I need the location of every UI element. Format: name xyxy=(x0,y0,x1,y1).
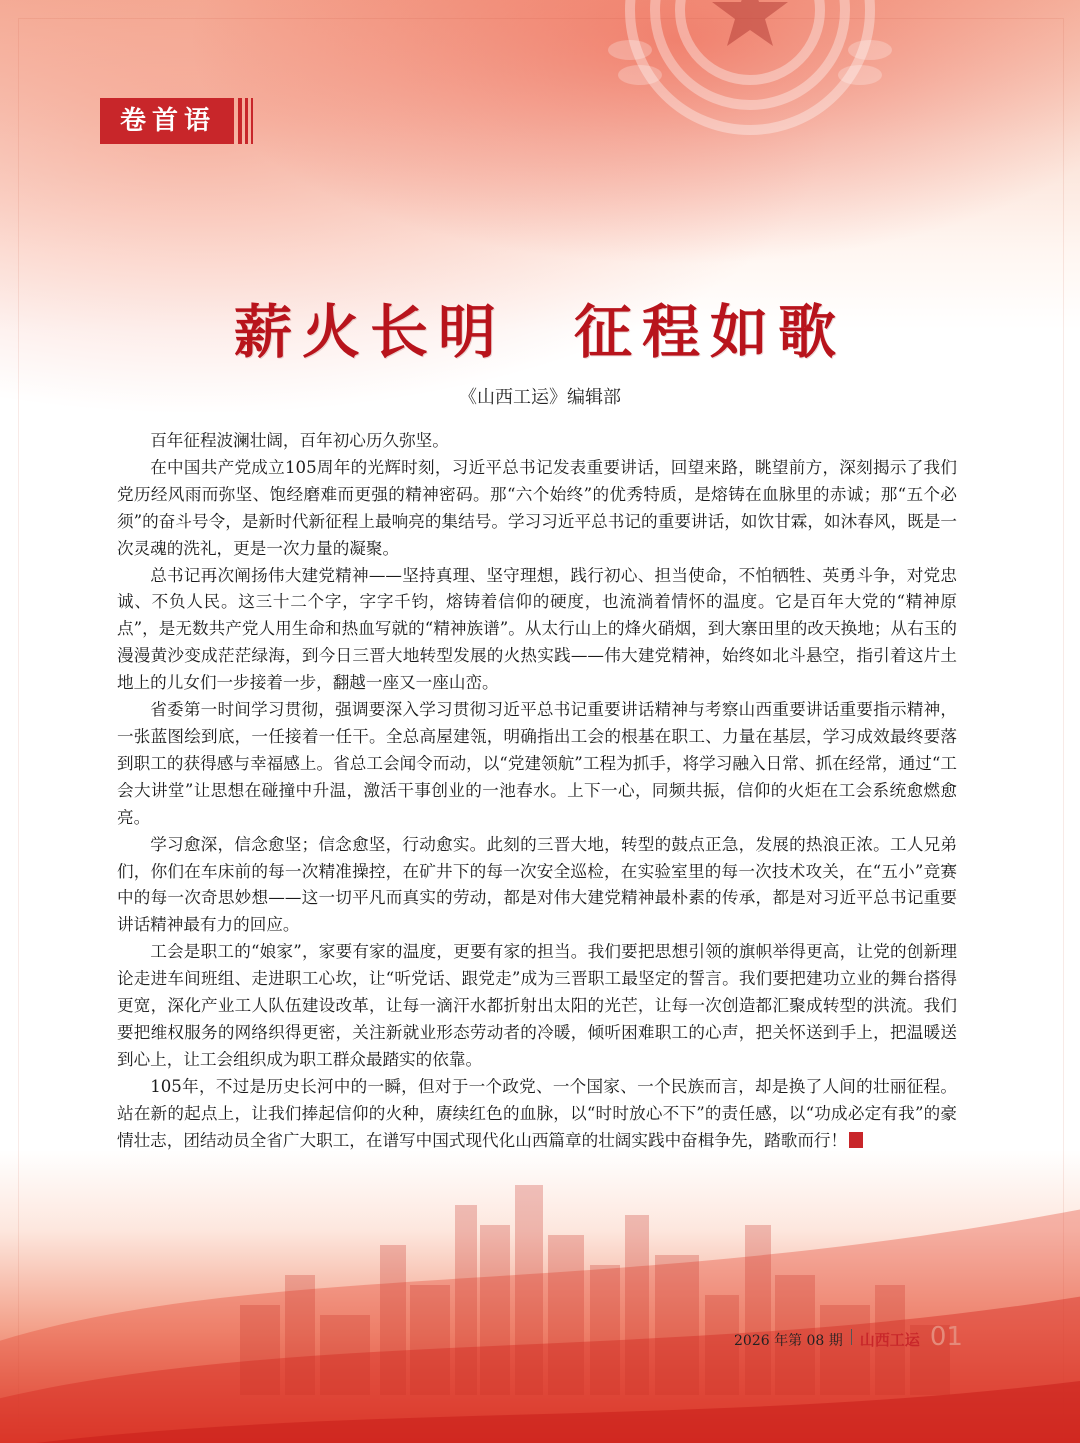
footer-divider xyxy=(851,1329,852,1345)
paragraph: 省委第一时间学习贯彻，强调要深入学习贯彻习近平总书记重要讲话精神与考察山西重要讲话重要指示精神，一张蓝图绘到底，一任接着一任干。全总高屋建瓴，明确指出工会的根基在职工、力量在基层，学习成效最终要落到职工的获得感与幸福感上。省总工会闻令而动，以“党建领航”工程为抓手，将学习融入日常、抓在经常，通过“工会大讲堂”让思想在碰撞中升温，激活干事创业的一池春水。上下一心，同频共振，信仰的火炬在工会系统愈燃愈亮。 xyxy=(117,700,957,827)
paragraph: 学习愈深，信念愈坚；信念愈坚，行动愈实。此刻的三晋大地，转型的鼓点正急，发展的热浪正浓。工人兄弟们，你们在车床前的每一次精准操控，在矿井下的每一次安全巡检，在实验室里的每一次技术攻关，在“五小”竞赛中的每一次奇思妙想——这一切平凡而真实的劳动，都是对伟大建党精神最朴素的传承，都是对习近平总书记重要讲话精神最有力的回应。 xyxy=(117,834,957,935)
paragraph: 总书记再次阐扬伟大建党精神——坚持真理、坚守理想，践行初心、担当使命，不怕牺牲、英勇斗争，对党忠诚、不负人民。这三十二个字，字字千钧，熔铸着信仰的硬度，也流淌着情怀的温度。它是百年大党的“精神原点”，是无数共产党人用生命和热血写就的“精神族谱”。从太行山上的烽火硝烟，到大寨田里的改天换地；从右玉的漫漫黄沙变成茫茫绿海，到今日三晋大地转型发展的火热实践——伟大建党精神，始终如北斗悬空，指引着这片土地上的儿女们一步接着一步，翻越一座又一座山峦。 xyxy=(117,565,957,693)
paragraph-text: 105年，不过是历史长河中的一瞬，但对于一个政党、一个国家、一个民族而言，却是换了人间的壮丽征程。站在新的起点上，让我们捧起信仰的火种，赓续红色的血脉，以“时时放心不下”的责任感，以“功成必定有我”的豪情壮志，团结动员全省广大职工，在谱写中国式现代化山西篇章的壮阔实践中奋楫争先，踏歌而行！ xyxy=(117,1076,957,1150)
section-tag-stripe xyxy=(238,98,242,144)
section-tag-stripe xyxy=(251,98,253,144)
section-tag-label: 卷首语 xyxy=(100,98,234,144)
article-title: 薪火长明 征程如歌 xyxy=(233,298,846,366)
page-number: 01 xyxy=(929,1322,963,1352)
magazine-name: 山西工运 xyxy=(859,1331,920,1349)
article-byline: 《山西工运》编辑部 xyxy=(459,387,621,408)
city-skyline-decoration xyxy=(230,1165,950,1395)
paragraph: 工会是职工的“娘家”，家要有家的温度，更要有家的担当。我们要把思想引领的旗帜举得更高，让党的创新理论走进车间班组、走进职工心坎，让“听党话、跟党走”成为三晋职工最坚定的誓言。我们要把建功立业的舞台搭得更宽，深化产业工人队伍建设改革，让每一滴汗水都折射出太阳的光芒，让每一次创造都汇聚成转型的洪流。我们要把维权服务的网络织得更密，关注新就业形态劳动者的冷暖，倾听困难职工的心声，把关怀送到手上，把温暖送到心上，让工会组织成为职工群众最踏实的依靠。 xyxy=(117,942,957,1069)
magazine-end-mark-icon xyxy=(849,1132,863,1148)
star-emblem-decoration xyxy=(560,0,940,140)
article-body xyxy=(117,428,957,1154)
page-footer xyxy=(734,1322,963,1352)
paragraph: 在中国共产党成立105周年的光辉时刻，习近平总书记发表重要讲话，回望来路，眺望前方，深刻揭示了我们党历经风雨而弥坚、饱经磨难而更强的精神密码。那“六个始终”的优秀特质，是熔铸在血脉里的赤诚；那“五个必须”的奋斗号令，是新时代新征程上最响亮的集结号。学习习近平总书记的重要讲话，如饮甘霖，如沐春风，既是一次灵魂的洗礼，更是一次力量的凝聚。 xyxy=(117,457,957,558)
section-tag xyxy=(100,98,253,144)
section-tag-stripe xyxy=(245,98,248,144)
issue-number: 2026 年第 08 期 xyxy=(734,1333,843,1349)
paragraph: 百年征程波澜壮阔，百年初心历久弥坚。 xyxy=(150,431,449,450)
paragraph-last xyxy=(117,1074,957,1155)
